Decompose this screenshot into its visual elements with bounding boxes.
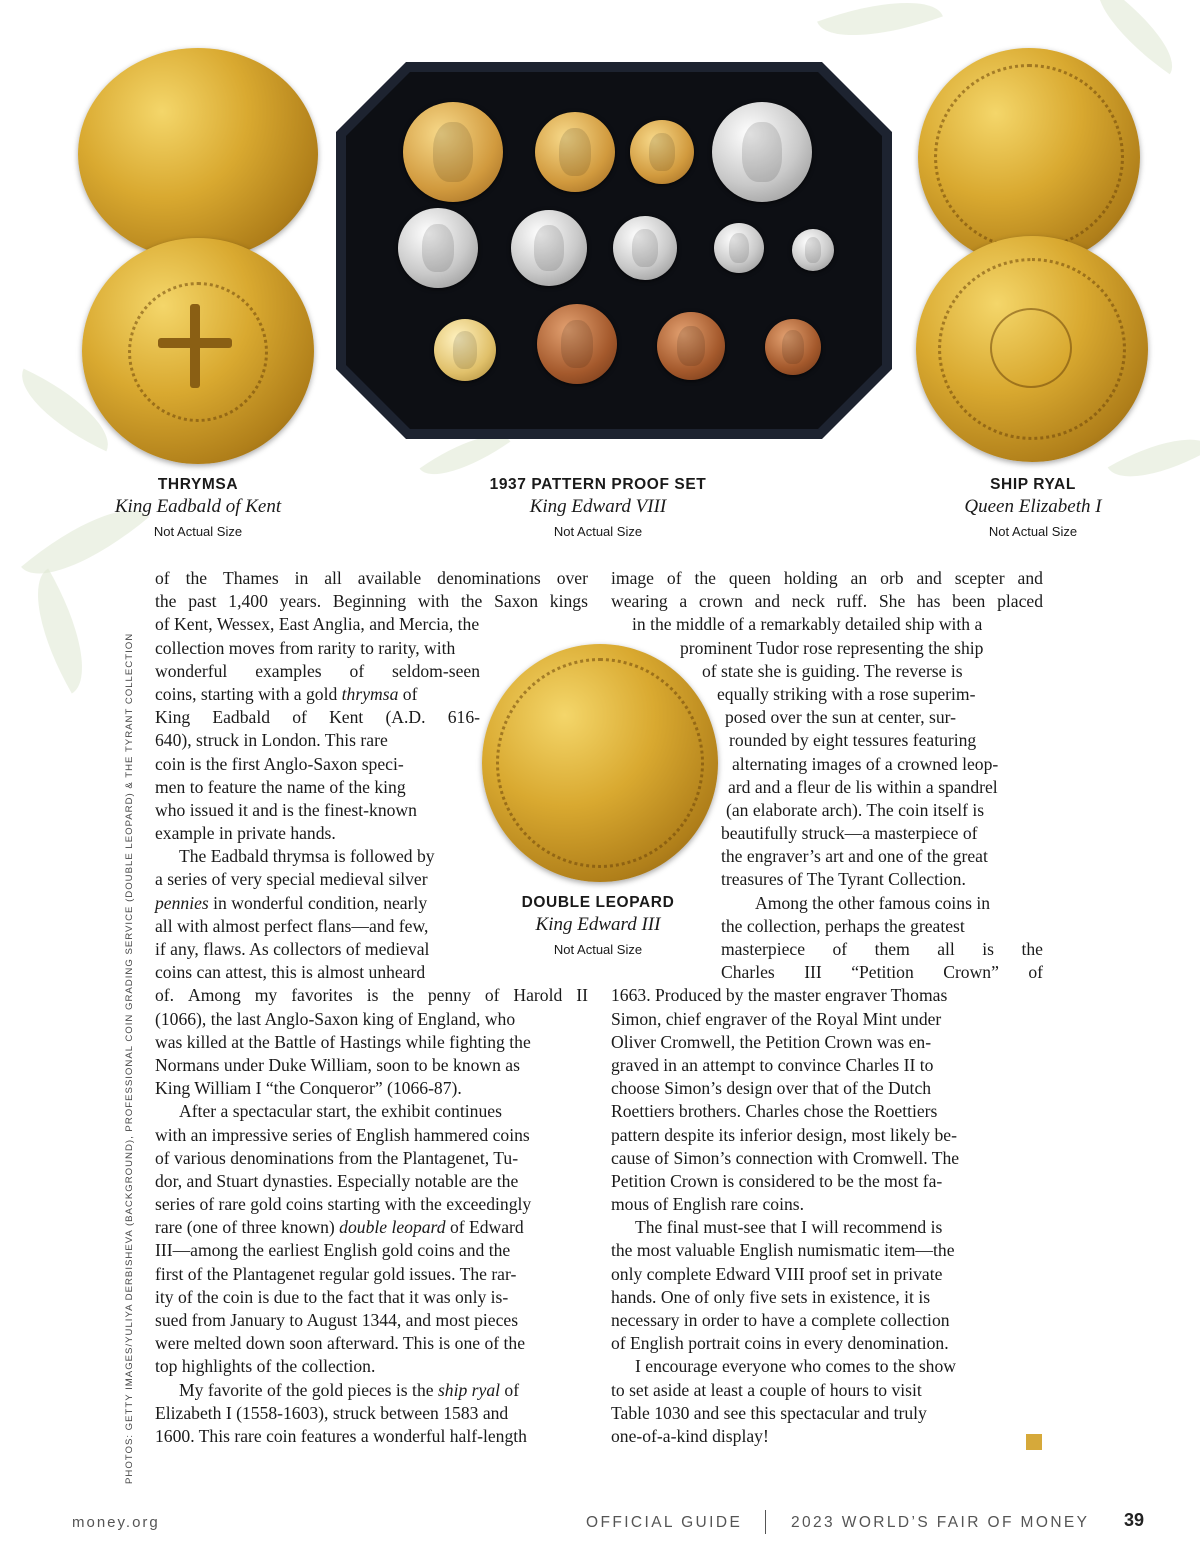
proof-coin [630,120,694,184]
text-line: one-of-a-kind display! [611,1425,769,1446]
text-line: men to feature the name of the king [155,776,406,797]
thrymsa-obverse-image [78,48,318,260]
text-line: the most valuable English numismatic item—the [611,1240,955,1261]
text-line: wonderful examples of seldom-seen [155,660,480,681]
caption-title: SHIP RYAL [990,476,1076,493]
text-line: My favorite of the gold pieces is the ship ryal of [179,1379,520,1400]
text-line: Among the other famous coins in [755,892,991,913]
caption-title: THRYMSA [157,476,239,493]
text-line: a series of very special medieval silver [155,869,428,890]
text-line: hands. One of only five sets in existence, it is [611,1286,931,1307]
text-line: 640), struck in London. This rare [155,730,388,751]
background-leaf [817,0,943,57]
text-line: I encourage everyone who comes to the show [635,1356,956,1377]
text-line: graved in an attempt to convince Charles II to [611,1054,934,1075]
text-line: King Eadbald of Kent (A.D. 616- [155,707,480,728]
caption-note: Not Actual Size [553,942,643,957]
proof-set-case-image [336,62,892,439]
text-line: posed over the sun at center, sur- [725,707,957,728]
proof-coin [765,319,821,375]
background-leaf [1080,0,1191,74]
text-line: mous of English rare coins. [611,1194,805,1215]
text-line: Simon, chief engraver of the Royal Mint under [611,1008,942,1029]
text-line: equally striking with a rose superim- [717,683,976,704]
text-line: first of the Plantagenet regular gold issues. The rar- [155,1263,517,1284]
photo-credit: PHOTOS: GETTY IMAGES/YULIYA DERBISHEVA (BACKGROUND), PROFESSIONAL COIN GRADING SERVICE (DOUBLE LEOPARD) & THE TYRANT COLLECTION [124,632,135,1484]
text-line: the engraver’s art and one of the great [721,846,988,867]
text-line: image of the queen holding an orb and scepter and [611,568,1043,588]
text-line: Elizabeth I (1558-1603), struck between 1583 and [155,1402,509,1423]
footer-event: 2023 WORLD’S FAIR OF MONEY [791,1514,1090,1531]
ship-ryal-reverse-image [916,236,1148,462]
text-line: the collection, perhaps the greatest [721,915,965,936]
footer-site: money.org [72,1514,160,1531]
caption-ship-ryal [933,476,1133,539]
text-line: who issued it and is the finest-known [155,799,417,820]
text-line: if any, flaws. As collectors of medieval [155,939,430,959]
text-line: of English portrait coins in every denomination. [611,1333,949,1354]
caption-subtitle: Queen Elizabeth I [964,496,1102,517]
caption-note: Not Actual Size [988,524,1078,539]
text-line: sued from January to August 1344, and most pieces [155,1310,519,1330]
proof-coin [403,102,503,202]
text-line: were melted down soon afterward. This is one of the [155,1333,526,1354]
text-line: to set aside at least a couple of hours to visit [611,1379,922,1400]
text-line: III—among the earliest English gold coins and the [155,1240,511,1261]
caption-note: Not Actual Size [153,524,243,539]
text-line: The Eadbald thrymsa is followed by [179,846,435,867]
text-line: ity of the coin is due to the fact that it was only is- [155,1286,509,1307]
proof-coin [792,229,834,271]
text-line: Normans under Duke William, soon to be known as [155,1054,520,1075]
text-line: of Kent, Wessex, East Anglia, and Mercia, the [155,614,480,635]
text-line: rounded by eight tessures featuring [729,730,977,751]
text-line: 1600. This rare coin features a wonderful half-length [155,1425,527,1446]
text-line: The final must-see that I will recommend is [635,1217,943,1238]
caption-title: 1937 PATTERN PROOF SET [489,476,707,493]
text-line: Roettiers brothers. Charles chose the Roettiers [611,1101,938,1122]
text-line: the past 1,400 years. Beginning with the Saxon kings [155,591,588,612]
text-line: King William I “the Conqueror” (1066-87). [155,1078,462,1099]
caption-subtitle: King Edward III [535,914,661,935]
caption-thrymsa [78,476,318,539]
text-line: 1663. Produced by the master engraver Thomas [611,985,948,1006]
footer-divider [765,1510,766,1534]
proof-coin [511,210,587,286]
end-mark [1026,1434,1042,1450]
text-line: of. Among my favorites is the penny of Harold II [155,985,588,1006]
text-line: coins can attest, this is almost unheard [155,962,426,983]
footer-guide: OFFICIAL GUIDE [586,1514,743,1531]
proof-coin [537,304,617,384]
text-line: wearing a crown and neck ruff. She has been placed [611,591,1043,612]
text-line: rare (one of three known) double leopard of Edward [155,1217,524,1238]
text-line: of state she is guiding. The reverse is [702,660,963,681]
text-line: treasures of The Tyrant Collection. [721,869,966,890]
thrymsa-reverse-image [82,238,314,464]
text-line: top highlights of the collection. [155,1356,376,1377]
proof-coin [535,112,615,192]
article-column-right [611,567,1043,1448]
text-line: alternating images of a crowned leop- [732,753,999,774]
caption-subtitle: King Eadbald of Kent [114,496,282,517]
proof-coin [613,216,677,280]
text-line: was killed at the Battle of Hastings while fighting the [155,1031,531,1052]
text-line: coins, starting with a gold thrymsa of [155,683,418,704]
text-line: (1066), the last Anglo-Saxon king of England, who [155,1008,516,1029]
background-leaf [12,569,108,694]
text-line: series of rare gold coins starting with the exceedingly [155,1194,532,1215]
ship-ryal-obverse-image [918,48,1140,266]
text-line: Oliver Cromwell, the Petition Crown was en- [611,1031,932,1052]
text-line: with an impressive series of English hammered coins [155,1124,530,1145]
text-line: prominent Tudor rose representing the ship [680,637,984,658]
article-column-left [155,567,588,1448]
text-line: masterpiece of them all is the [721,939,1043,959]
proof-coin [657,312,725,380]
caption-subtitle: King Edward VIII [529,496,667,517]
proof-coin [434,319,496,381]
text-line: (an elaborate arch). The coin itself is [726,799,985,820]
text-line: dor, and Stuart dynasties. Especially notable are the [155,1170,519,1191]
text-line: necessary in order to have a complete collection [611,1310,950,1330]
text-line: Petition Crown is considered to be the most fa- [611,1170,943,1191]
text-line: all with almost perfect flans—and few, [155,915,429,936]
page-number: 39 [1124,1510,1145,1530]
text-line: in the middle of a remarkably detailed ship with a [632,614,983,635]
text-line: collection moves from rarity to rarity, with [155,637,456,658]
text-line: cause of Simon’s connection with Cromwell. The [611,1147,960,1168]
text-line: only complete Edward VIII proof set in private [611,1263,943,1284]
text-line: beautifully struck—a masterpiece of [721,823,978,844]
text-line: of various denominations from the Plantagenet, Tu- [155,1147,519,1168]
text-line: coin is the first Anglo-Saxon speci- [155,753,404,774]
text-line: choose Simon’s design over that of the Dutch [611,1078,932,1099]
text-line: ard and a fleur de lis within a spandrel [728,776,998,797]
text-line: of the Thames in all available denominations over [155,568,588,588]
caption-proof-set [448,476,748,539]
text-line: pattern despite its inferior design, most likely be- [611,1124,957,1145]
text-line: After a spectacular start, the exhibit continues [179,1101,502,1122]
proof-coin [714,223,764,273]
caption-title: DOUBLE LEOPARD [521,894,675,911]
text-line: pennies in wonderful condition, nearly [155,892,428,913]
text-line: Charles III “Petition Crown” of [721,962,1043,983]
caption-note: Not Actual Size [553,524,643,539]
proof-coin [398,208,478,288]
proof-coin [712,102,812,202]
text-line: Table 1030 and see this spectacular and truly [611,1402,927,1423]
text-line: example in private hands. [155,823,336,844]
